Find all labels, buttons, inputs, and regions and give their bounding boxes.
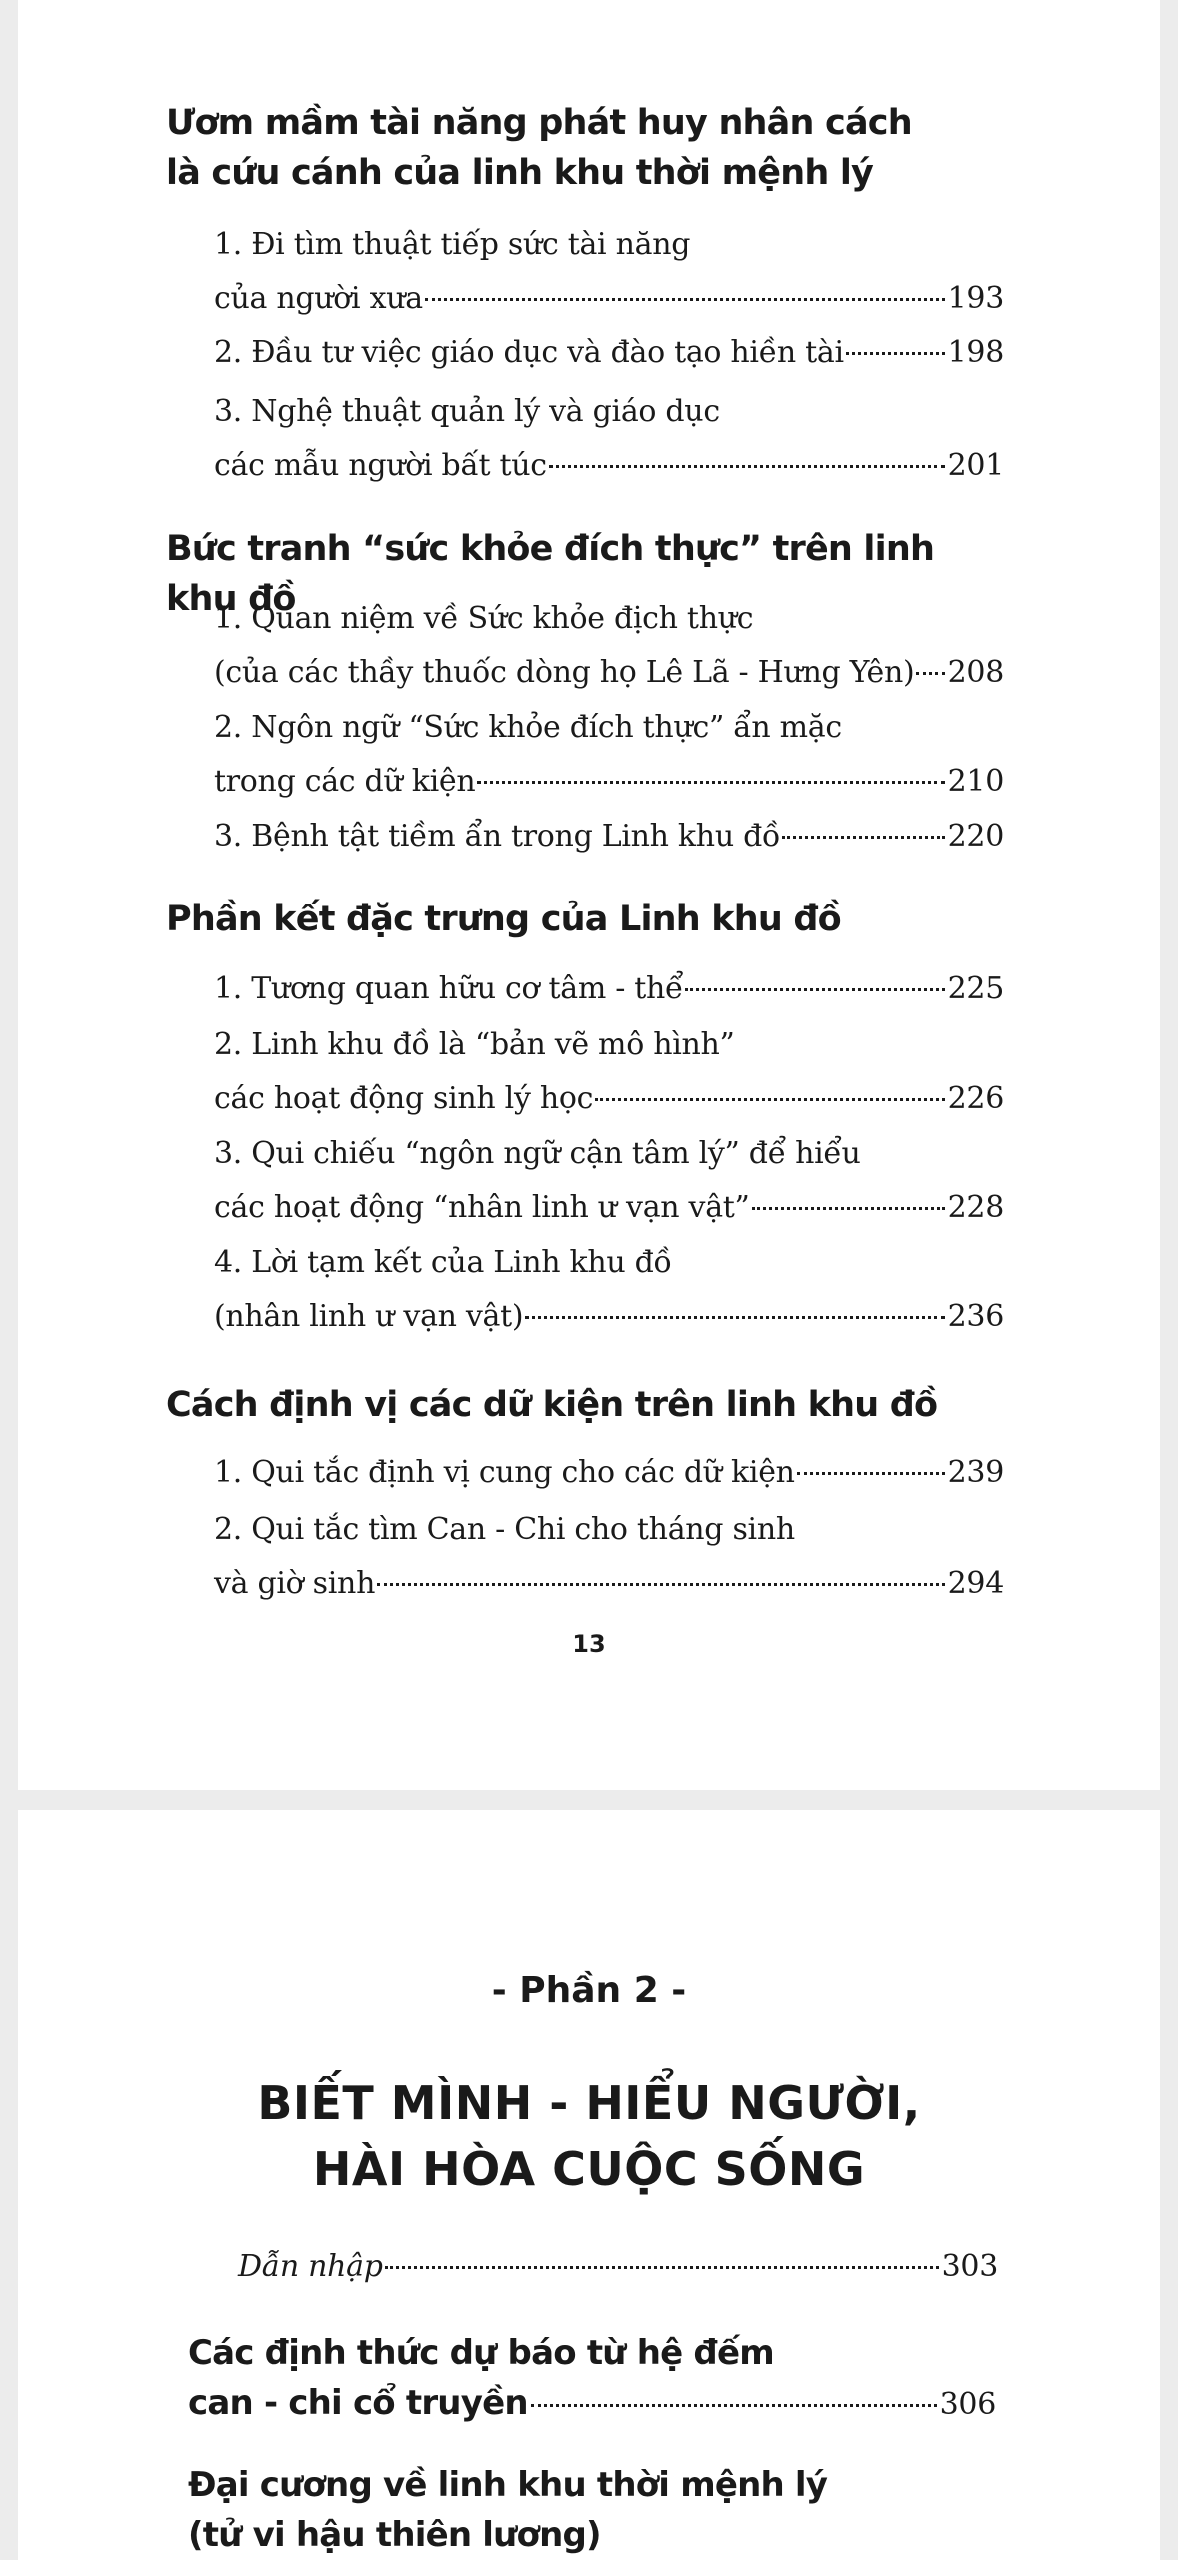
page-number: 13 — [572, 1630, 606, 1658]
toc-entry-text: (nhân linh ư vạn vật) — [214, 1299, 524, 1334]
dot-leader — [385, 2266, 939, 2269]
section-title — [166, 1380, 1006, 1430]
toc-entry-text: can - chi cổ truyền — [188, 2383, 528, 2423]
section-title-line: Ươm mầm tài năng phát huy nhân cách — [166, 103, 912, 143]
toc-entry-text: (tử vi hậu thiên lương) — [188, 2515, 601, 2555]
section-title-line: Phần kết đặc trưng của Linh khu đồ — [166, 899, 841, 939]
dot-leader — [685, 988, 944, 991]
toc-entry-bold[interactable] — [188, 2328, 996, 2430]
section-title-line: là cứu cánh của linh khu thời mệnh lý — [166, 153, 874, 193]
toc-page-number: 193 — [947, 281, 1004, 316]
dot-leader — [782, 836, 945, 839]
toc-page-number: 210 — [947, 764, 1004, 799]
toc-entry-text: 1. Tương quan hữu cơ tâm - thể — [214, 971, 684, 1006]
toc-entry-text: các hoạt động “nhân linh ư vạn vật” — [214, 1190, 750, 1225]
toc-entry-text: 3. Qui chiếu “ngôn ngữ cận tâm lý” để hiểu — [214, 1136, 861, 1171]
dot-leader — [425, 298, 945, 301]
toc-page-number: 306 — [939, 2387, 996, 2422]
book-page-part-2 — [18, 1810, 1160, 2560]
section-title — [166, 98, 1006, 198]
toc-entry-text: 2. Đầu tư việc giáo dục và đào tạo hiền tài — [214, 335, 844, 370]
toc-entry-text: của người xưa — [214, 281, 423, 316]
toc-page-number: 226 — [947, 1081, 1004, 1116]
toc-page-number: 208 — [947, 655, 1004, 690]
toc-entry-text: 3. Nghệ thuật quản lý và giáo dục — [214, 394, 720, 429]
toc-entry-text: các mẫu người bất túc — [214, 448, 547, 483]
toc-page-number: 220 — [947, 819, 1004, 854]
toc-page-number: 239 — [947, 1455, 1004, 1490]
toc-page-number: 303 — [941, 2249, 998, 2284]
toc-page-number: 228 — [947, 1190, 1004, 1225]
toc-entry[interactable] — [214, 1127, 1004, 1235]
toc-entry-text: 2. Qui tắc tìm Can - Chi cho tháng sinh — [214, 1512, 795, 1547]
dot-leader — [797, 1472, 945, 1475]
toc-entry-text: 3. Bệnh tật tiềm ẩn trong Linh khu đồ — [214, 819, 781, 854]
toc-entry[interactable] — [214, 1018, 1004, 1126]
dot-leader — [477, 781, 944, 784]
toc-page-number: 236 — [947, 1299, 1004, 1334]
section-title-line: Bức tranh “sức khỏe đích thực” trên linh khu đồ — [166, 529, 935, 619]
toc-entry-text: 2. Ngôn ngữ “Sức khỏe đích thực” ẩn mặc — [214, 710, 842, 745]
toc-entry-text: Dẫn nhập — [238, 2249, 383, 2284]
toc-entry[interactable] — [214, 592, 1004, 700]
toc-entry-text: 2. Linh khu đồ là “bản vẽ mô hình” — [214, 1027, 735, 1062]
toc-entry-text: 4. Lời tạm kết của Linh khu đồ — [214, 1245, 672, 1280]
toc-page-number: 201 — [947, 448, 1004, 483]
toc-entry[interactable] — [214, 1446, 1004, 1500]
dot-leader — [916, 672, 944, 675]
dot-leader — [525, 1316, 944, 1319]
dot-leader — [531, 2404, 937, 2407]
toc-entry[interactable] — [214, 326, 1004, 380]
toc-entry[interactable] — [214, 218, 1004, 326]
toc-page-number: 294 — [947, 1566, 1004, 1601]
part-title — [18, 2070, 1160, 2202]
toc-entry-text: và giờ sinh — [214, 1566, 376, 1601]
part-label: - Phần 2 - — [491, 1970, 687, 2011]
section-title-line: Cách định vị các dữ kiện trên linh khu đồ — [166, 1385, 938, 1425]
toc-entry[interactable] — [214, 1236, 1004, 1344]
toc-entry[interactable] — [214, 1503, 1004, 1611]
book-page-13 — [18, 0, 1160, 1790]
toc-page-number: 198 — [947, 335, 1004, 370]
toc-entry-text: 1. Đi tìm thuật tiếp sức tài năng — [214, 227, 691, 262]
section-title — [166, 894, 1006, 944]
part-title-line: BIẾT MÌNH - HIỂU NGƯỜI, — [257, 2076, 921, 2130]
toc-entry-text: các hoạt động sinh lý học — [214, 1081, 594, 1116]
toc-entry[interactable] — [214, 701, 1004, 809]
toc-entry[interactable] — [214, 962, 1004, 1016]
toc-entry-bold[interactable] — [188, 2460, 996, 2560]
toc-entry-text: (của các thầy thuốc dòng họ Lê Lã - Hưng Yên) — [214, 655, 915, 690]
toc-entry-intro[interactable] — [238, 2240, 998, 2294]
dot-leader — [752, 1207, 945, 1210]
dot-leader — [549, 465, 945, 468]
dot-leader — [595, 1098, 944, 1101]
toc-entry[interactable] — [214, 385, 1004, 493]
toc-page-number: 225 — [947, 971, 1004, 1006]
toc-entry-text: trong các dữ kiện — [214, 764, 476, 799]
toc-entry[interactable] — [214, 810, 1004, 864]
toc-entry-text: Các định thức dự báo từ hệ đếm — [188, 2333, 774, 2373]
toc-entry-text: 1. Quan niệm về Sức khỏe địch thực — [214, 601, 754, 636]
part-title-line: HÀI HÒA CUỘC SỐNG — [312, 2142, 866, 2196]
toc-entry-text: Đại cương về linh khu thời mệnh lý — [188, 2465, 828, 2505]
dot-leader — [846, 352, 945, 355]
dot-leader — [377, 1583, 945, 1586]
toc-entry-text: 1. Qui tắc định vị cung cho các dữ kiện — [214, 1455, 795, 1490]
